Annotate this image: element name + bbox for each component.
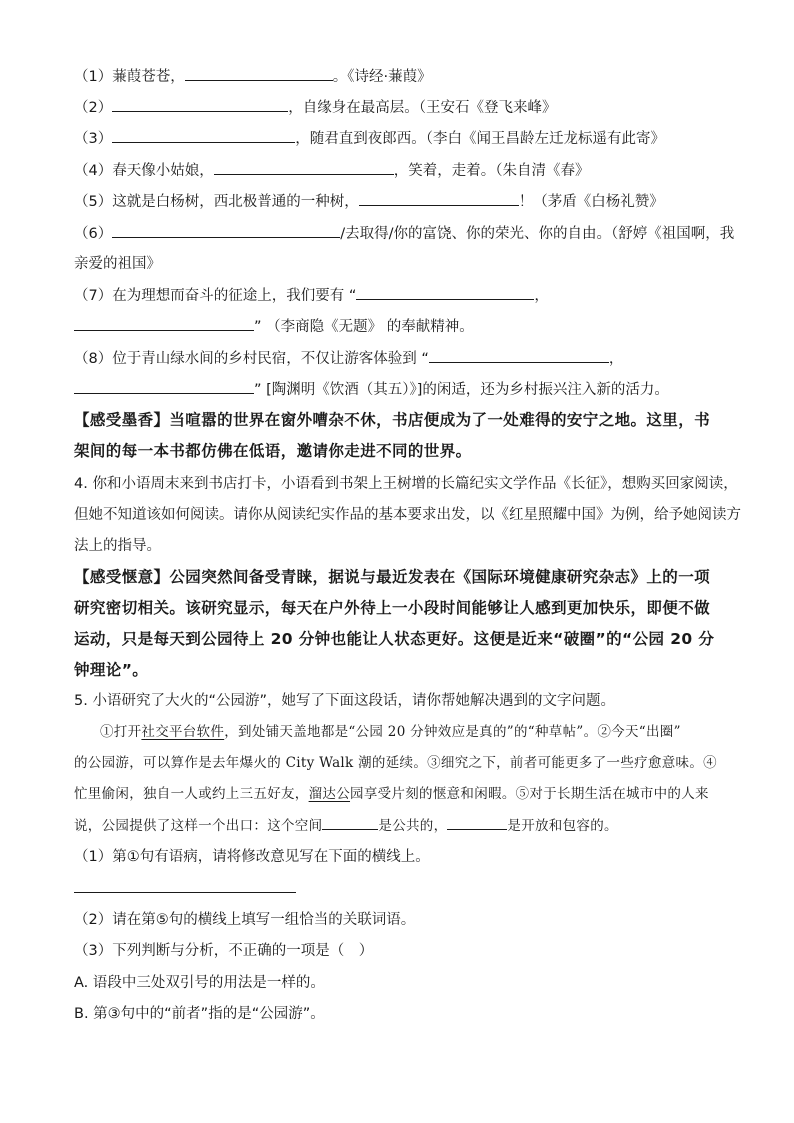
- item-source: ” （李商隐《无题》 的奉献精神。: [254, 319, 474, 335]
- section-intro-mo-line-1: 【感受墨香】当喧嚣的世界在窗外嘈杂不休，书店便成为了一处难得的安宁之地。这里，书: [74, 411, 711, 429]
- answer-blank[interactable]: [447, 815, 507, 830]
- answer-blank[interactable]: [359, 191, 519, 206]
- item-source: ，笑着，走着。（朱自清《春》: [393, 163, 590, 179]
- item-number: （6）: [74, 226, 113, 242]
- item-number: （3）: [74, 131, 113, 147]
- q5-passage-line-2: 的公园游，可以算作是去年爆火的 City Walk 潮的延续。③细究之下，前者可能更多了一些疗愈意味。④: [74, 755, 717, 771]
- passage-text: 说，公园提供了这样一个出口：这个空间: [74, 818, 323, 834]
- item-number: （2）: [74, 100, 113, 116]
- section-intro-mo-line-2: 架间的每一本书都仿佛在低语，邀请你走进不同的世界。: [74, 442, 472, 460]
- section-intro-qie-line-3: 运动，只是每天到公园待上 20 分钟也能让人状态更好。这便是近来“破圈”的“公园 20 分: [74, 630, 715, 648]
- q5-passage-line-1: [100, 722, 738, 742]
- answer-blank[interactable]: [112, 128, 295, 143]
- answer-line[interactable]: [74, 892, 296, 893]
- answer-blank[interactable]: [214, 160, 394, 175]
- q3-item-2: [74, 97, 738, 118]
- item-text: 这就是白杨树，西北极普通的一种树，: [112, 194, 359, 210]
- q5-subquestion-1: （1）第①句有语病，请将修改意见写在下面的横线上。: [74, 849, 430, 865]
- q3-item-1: [74, 66, 738, 87]
- item-text: 亲爱的祖国》: [74, 256, 161, 272]
- q4-line-2: 但她不知道该如何阅读。请你从阅读纪实作品的基本要求出发，以《红星照耀中国》为例，给予她阅读方: [74, 507, 741, 523]
- item-text: 位于青山绿水间的乡村民宿，不仅让游客体验到 “: [112, 351, 429, 367]
- q3-item-4: [74, 160, 738, 181]
- item-text: ，: [608, 351, 624, 367]
- answer-blank[interactable]: [322, 815, 378, 830]
- q3-item-5: [74, 191, 738, 212]
- item-number: （4）: [74, 163, 113, 179]
- q5-subquestion-3: （3）下列判断与分析，不正确的一项是（ ）: [74, 943, 374, 959]
- q3-item-8-cont: [74, 379, 738, 400]
- q5-passage-line-4: [74, 815, 738, 836]
- q5-option-a: A. 语段中三处双引号的用法是一样的。: [74, 975, 325, 991]
- q5-subquestion-2: （2）请在第⑤句的横线上填写一组恰当的关联词语。: [74, 912, 416, 928]
- passage-text: 忙里偷闲，独自一人或约上三五好友，: [74, 786, 309, 802]
- item-text: 春天像小姑娘，: [112, 163, 214, 179]
- section-intro-qie-line-1: 【感受惬意】公园突然间备受青睐，据说与最近发表在《国际环境健康研究杂志》上的一项: [74, 568, 711, 586]
- answer-blank[interactable]: [74, 379, 254, 394]
- item-text: ，: [534, 288, 549, 304]
- underlined-phrase: 溜达公: [308, 786, 351, 802]
- answer-blank[interactable]: [112, 97, 288, 112]
- answer-blank[interactable]: [112, 223, 340, 238]
- item-text: 蒹葭苍苍，: [112, 69, 185, 85]
- q3-item-7: [74, 285, 738, 306]
- item-source: ” [陶渊明《饮酒（其五）》]的闲适，还为乡村振兴注入新的活力。: [254, 382, 669, 398]
- q5-option-b: B. 第③句中的“前者”指的是“公园游”。: [74, 1006, 325, 1022]
- item-text: 在为理想而奋斗的征途上，我们要有 “: [112, 288, 357, 304]
- answer-blank[interactable]: [429, 348, 609, 363]
- underlined-phrase: 社交平台软件: [141, 724, 225, 740]
- item-number: （1）: [74, 69, 113, 85]
- item-number: （7）: [74, 288, 113, 304]
- item-source: ！（茅盾《白杨礼赞》: [518, 194, 664, 210]
- q3-item-7-cont: [74, 316, 738, 337]
- item-text: ，自缘身在最高层。（王安石《登飞来峰》: [288, 100, 557, 116]
- item-text: ，随君直到夜郎西。（李白《闻王昌龄左迁龙标遥有此寄》: [295, 131, 665, 147]
- q3-item-3: [74, 128, 738, 149]
- answer-blank[interactable]: [185, 66, 333, 81]
- passage-text: ，到处铺天盖地都是“公园 20 分钟效应是真的”的“种草帖”。②今天“出圈”: [224, 724, 681, 740]
- section-intro-qie-line-2: 研究密切相关。该研究显示，每天在户外待上一小段时间能够让人感到更加快乐，即便不做: [74, 599, 711, 617]
- q3-item-6-cont: [74, 254, 738, 274]
- passage-text: 是公共的，: [378, 818, 448, 834]
- passage-text: 园享受片刻的惬意和闲暇。⑤对于长期生活在城市中的人来: [350, 786, 709, 802]
- item-number: （8）: [74, 351, 113, 367]
- item-number: （5）: [74, 194, 113, 210]
- item-source: 。《诗经·蒹葭》: [332, 69, 432, 85]
- q3-item-8: [74, 348, 738, 369]
- q3-item-6: [74, 223, 738, 244]
- passage-text: 是开放和包容的。: [507, 818, 618, 834]
- passage-text: ①打开: [100, 724, 142, 740]
- q5-intro: 5. 小语研究了大火的“公园游”，她写了下面这段话，请你帮她解决遇到的文字问题。: [74, 693, 615, 709]
- item-text: /去取得/你的富饶、你的荣光、你的自由。（舒婷《祖国啊，我: [340, 226, 735, 242]
- answer-blank[interactable]: [356, 285, 534, 300]
- q4-line-1: 4. 你和小语周末来到书店打卡，小语看到书架上王树增的长篇纪实文学作品《长征》，想购买回家阅读，: [74, 476, 738, 492]
- q4-line-3: 法上的指导。: [74, 538, 161, 554]
- answer-blank[interactable]: [74, 316, 254, 331]
- q5-passage-line-3: [74, 784, 738, 804]
- section-intro-qie-line-4: 钟理论”。: [74, 661, 149, 679]
